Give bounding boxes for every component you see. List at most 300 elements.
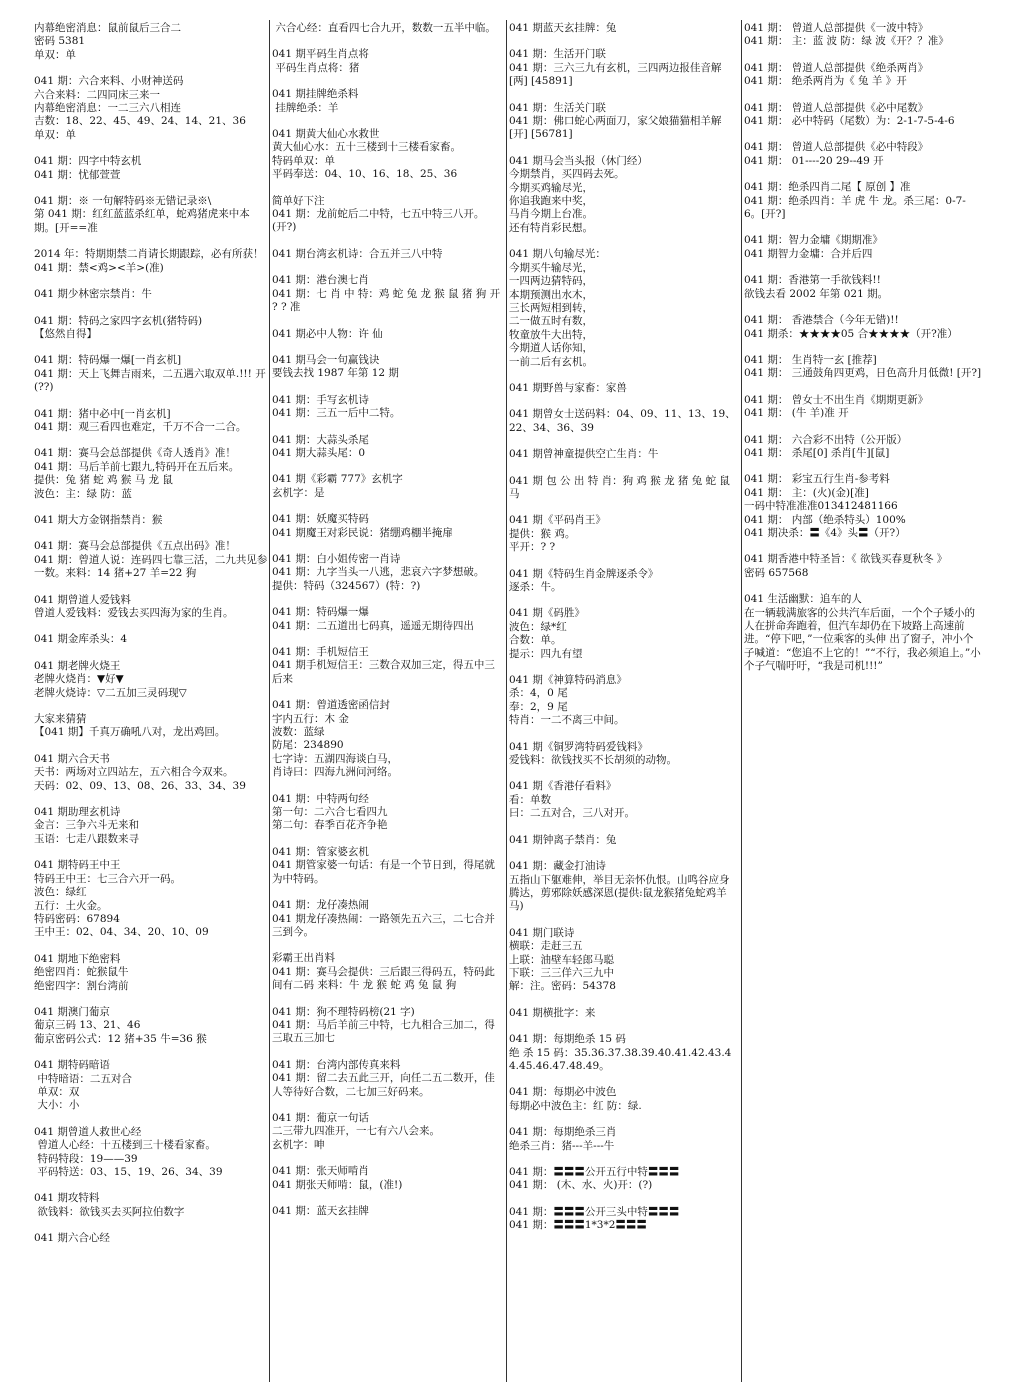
text-block [744,141,982,168]
text-block [744,354,982,381]
text-line: 欲钱去看 2002 年第 021 期。 [744,287,889,300]
text-line: 041 期：每期必中波色 [509,1086,617,1099]
text-block [34,633,268,646]
text-block [34,447,268,501]
text-line: 平码特送：03、15、19、26、34、39 [34,1166,223,1178]
column-divider [741,20,742,1382]
text-line: 041 期： 曾道人总部提供《一波中特》 [744,22,929,34]
text-line: 一码中特准准准013412481166 [744,500,898,513]
text-block [509,1033,739,1073]
text-block [34,1006,268,1046]
text-block [34,195,268,235]
column-divider [506,20,507,1382]
text-line: 041 期： 三通鼓角四更鸡，日色高升月低微! [开?] [744,367,982,380]
text-line: 041 期蓝天玄挂牌：兔 [509,22,617,34]
text-block [509,607,739,661]
text-line: 老牌火烧肖：▼好▼ [34,673,124,686]
text-line: 天书：两场对立四站左，五六相合今双来。 [34,766,234,779]
text-block [34,1126,268,1180]
text-line: 041 期： 必中特码（尾数）为：2-1-7-5-4-6 [744,115,955,128]
text-line: 葡京密码公式：12 猪+35 牛=36 猴 [34,1032,207,1045]
text-line: 041 期攻特料 [34,1192,100,1205]
text-line: 041 期：忧郁萱萱 [34,168,121,181]
text-line: 041 期：智力金墉《期期准》 [744,234,883,247]
text-line: 041 期地下绝密料 [34,952,121,965]
text-line: 【041 期】千真万确吼八对，龙出鸡回。 [34,726,226,739]
text-line: 041 期： 曾道人总部提供《必中尾数》 [744,101,929,114]
text-block [34,408,268,435]
text-block [272,128,504,182]
text-line: 041 期：特码爆一爆[一肖玄机] [34,354,182,367]
text-line: 041 期：马后羊前三中特，七九相合三加二，得三取五三加七 [272,1018,495,1045]
text-block [34,75,268,142]
text-block [272,846,504,886]
text-line: 今期禁肖，买四码去死。 [509,168,625,181]
text-line: 041 期： 内部（绝杀特头）100% [744,513,906,526]
text-line: 041 期： 曾女士不出生肖《期期更新》 [744,393,929,406]
text-line: 吉数：18、22、45、49、24、14、21、36 [34,115,246,128]
text-line: 内幕绝密消息：鼠前鼠后三合二 [34,22,181,34]
text-line: 玄机字：呻 [272,1138,325,1151]
text-line: 挂牌绝杀：羊 [272,101,339,114]
text-line: 041 期： 曾道人总部提供《绝杀两肖》 [744,61,929,74]
text-block [272,88,504,115]
text-line: 大家来猜猜 [34,713,87,726]
text-line: 单双：单 [34,48,76,61]
text-line: 041 期金库杀头：4 [34,633,128,646]
text-line: 宇内五行：木 金 [272,712,349,725]
text-line: 041 期： 主：(火)(金)[准] [744,486,869,499]
text-block [744,394,982,421]
text-line: 041 期：手机短信王 [272,646,369,658]
text-line: 要钱去找 1987 年第 12 期 [272,367,399,380]
column-divider [269,20,270,1382]
text-line: 041 期：赛马会总部提供《奇人透肖》准！ [34,447,236,460]
text-line: 特肖：一二不离三中间。 [509,714,625,727]
text-line: 牧童放牛大出特， [509,328,593,341]
text-line: 041 期：中特两句经 [272,792,369,805]
text-line: 041 期《平码肖王》 [509,514,606,527]
text-line: 041 期：三六三九有玄机，三四两边报佳音解 [两] [45891] [509,61,725,88]
text-line: 内幕绝密消息：一二三六八相连 [34,102,181,115]
text-block [272,1059,504,1099]
text-line: 肖诗曰：四海九洲问河络。 [272,766,398,779]
text-line: 欲钱料：欲钱买去买阿拉伯数字 [34,1205,185,1218]
text-line: 041 期《彩霸 777》玄机字 [272,473,403,486]
text-line: 041 期：特码爆一爆 [272,606,369,619]
text-block [509,741,739,768]
text-line: 下联：三三佯六三九中 [509,966,614,979]
text-block [272,48,504,75]
text-line: 041 期曾道人救世心经 [34,1125,142,1138]
text-block [272,274,504,314]
text-block [272,513,504,540]
text-column-1 [34,22,268,1382]
text-block [509,834,739,847]
text-line: 单双：单 [34,128,76,141]
text-block [272,1165,504,1192]
text-line: 041 期：港台澳七肖 [272,274,369,287]
text-block [744,102,982,129]
text-line: 特码单双：单 [272,154,335,167]
text-block [272,248,504,261]
text-line: 041 期：三五一后中二特。 [272,407,401,420]
text-line: 041 期：手写玄机诗 [272,393,369,406]
text-line: 大小：小 [34,1099,80,1112]
text-block [509,927,739,994]
text-line: 合数：单。 [509,634,562,647]
text-line: 提示：四九有望 [509,647,583,660]
text-block [509,248,739,369]
text-line: 041 期少林密宗禁肖：牛 [34,288,152,301]
text-block [272,434,504,461]
text-block [272,699,504,779]
text-line: 041 期香港中特圣旨：《 欲钱买春夏秋冬 》 [744,553,948,566]
text-line: 041 期平码生肖点将 [272,48,369,61]
text-block [34,22,268,62]
text-line: 曾道人心经：十五楼到三十楼看家畜。 [34,1139,216,1152]
text-line: 041 期：藏金打油诗 [509,860,606,873]
text-block [509,22,739,35]
text-line: 马肖今期上台准。 [509,208,593,221]
text-block [744,434,982,461]
text-line: 041 期： (木、水、火)开：(?) [509,1179,653,1192]
text-line: 2014 年：特期期禁二肖请长期跟踪，必有所获！ [34,248,264,261]
text-line: 今期买鸡输尽光， [509,181,593,194]
text-line: 特码密码：67894 [34,912,120,925]
text-line: 七字诗：五湖四海谈白马， [272,752,398,765]
text-block [34,288,268,301]
text-column-3 [509,22,739,1382]
text-block [509,568,739,595]
text-line: 041 期：龙仔凑热闹 [272,899,369,912]
text-line: 041 期： 六合彩不出特（公开版） [744,433,908,446]
text-line: 041 期钟离子禁肖：兔 [509,833,617,846]
text-line: 六合来料：二四同床三来一 [34,88,160,101]
text-block [509,1126,739,1153]
text-block [34,953,268,993]
text-line: 曾道人爱钱料：爱钱去买四海为家的生肖。 [34,607,234,619]
text-line: 三长两短相到转， [509,301,593,314]
text-line: 041 期：大蒜头杀尾 [272,433,369,446]
text-line: 【悠然自得】 [34,327,97,340]
text-line: 041 期：生活开门联 [509,48,606,61]
text-block [34,354,268,394]
text-line: 041 期：生活关门联 [509,101,606,114]
text-block [34,806,268,846]
text-line: 今期买牛输尽光， [509,261,593,274]
text-line: 041 期八句输尽光： [509,248,606,261]
text-line: 一四两边猜特码， [509,275,593,288]
text-line: 041 期：九字当头一八逃，悲哀六字梦想破。 [272,566,485,579]
text-line: 041 期：白小姐传密一肖诗 [272,552,401,565]
text-line: 041 期：张天师啃肖 [272,1165,369,1178]
text-block [509,408,739,435]
text-block [744,62,982,89]
text-line: 041 期：六合来料、小财神送码 [34,75,184,88]
text-block [509,514,739,554]
text-line: 绝密四肖：蛇猴鼠牛 [34,966,129,979]
text-line: 041 期：香港第一手欲钱料!! [744,274,881,287]
text-line: 041 期：龙前蛇后二中特，七五中特三八开。(开?) [272,208,485,234]
text-line: 041 期：绝杀四肖：羊 虎 牛 龙。杀三尾：0-7-6。[开?] [744,194,966,221]
text-line: 041 期门联诗 [509,926,575,939]
text-line: 特码特段：19——39 [34,1152,138,1165]
text-block [509,674,739,728]
text-line: 提供：兔 猪 蛇 鸡 猴 马 龙 鼠 [34,474,173,487]
text-line: 简单好下注 [272,194,325,207]
text-line: 波数：蓝绿 [272,726,325,739]
text-block [744,314,982,341]
text-block [272,394,504,421]
text-line: 041 期野兽与家畜：家兽 [509,381,627,394]
text-line: 本期预测出水木， [509,288,593,301]
text-block [34,753,268,793]
text-block [34,514,268,527]
text-line: 二三带九四准开，一七有六八会来。 [272,1125,440,1138]
text-block [272,793,504,833]
text-line: 041 期必中人物：许 仙 [272,327,383,340]
text-line: 绝杀三肖：猪---羊---牛 [509,1139,615,1152]
text-block [509,382,739,395]
text-line: 041 期曾道人爱钱料 [34,593,131,606]
text-line: 曰：二五对合，三八对开。 [509,807,635,820]
text-line: 今期道人话你知， [509,342,593,355]
text-block [272,952,504,992]
text-block [509,48,739,88]
text-line: 葡京三码 13、21、46 [34,1019,141,1032]
text-line: 金言：三争六斗无来和 [34,819,139,832]
text-block [34,1059,268,1113]
text-block [509,1206,739,1233]
text-line: 绝 杀 15 码：35.36.37.38.39.40.41.42.43.44.45.46.47.48.49。 [509,1046,732,1072]
text-block [272,328,504,341]
text-line: 041 期： 杀尾[0] 杀肖[牛][鼠] [744,446,890,459]
text-line: 波色：绿红 [34,886,87,899]
text-line: 041 期澳门葡京 [34,1005,110,1018]
text-block [272,1112,504,1152]
text-line: 041 期： 01----20 29--49 开 [744,154,884,167]
text-line: 逐杀：牛。 [509,581,562,593]
text-block [34,713,268,740]
text-line: 平码生肖点将：猪 [272,61,360,74]
text-block [744,274,982,301]
text-line: 在一辆载满旅客的公共汽车后面，一个个子矮小的人在拼命奔跑着，但汽车却仍在下坡路上高速前进。“停下吧，”一位乘客的头伸 出了窗子，冲小个子喊道：“您追不上它的！”“不行，我必须追上。”小个子气喘吁吁，“我是司机!!!” [744,606,981,673]
text-line: 防尾：234890 [272,739,344,752]
text-line: 041 期魔王对彩民说：猪绷鸡棚半掩扉 [272,526,453,539]
text-block [744,473,982,540]
text-line: 看：单数 [509,793,551,806]
text-block [34,540,268,580]
text-line: 平开：? ? [509,541,556,554]
text-line: 041 期马会一句赢钱诀 [272,353,380,366]
text-column-4 [744,22,982,1382]
text-line: 老牌火烧诗：▽二五加三灵码现▽ [34,686,187,699]
text-block [509,1007,739,1020]
text-line: 波色：主：绿 防：蓝 [34,487,132,500]
text-line: 041 期：佛口蛇心两面刀，家父娘猫猫相羊解 [开] [56781] [509,115,725,141]
text-block [34,155,268,182]
text-line: 041 期：狗不理特码榜(21 字) [272,1005,415,1018]
text-line: 041 期龙仔凑热闹：一路领先五六三，二七合并三到今。 [272,912,495,938]
text-block [509,102,739,142]
text-line: 041 期决杀：〓《4》头〓（开?） [744,526,906,539]
text-line: 密码 657568 [744,566,809,579]
text-line: 041 期大蒜头尾：0 [272,446,366,459]
text-line: 041 期黄大仙心水救世 [272,128,380,141]
text-line: 041 期：禁<鸡><羊>(准) [34,261,164,274]
text-line: 041 期：马后羊前七跟九,特码开在五后来。 [34,460,240,473]
text-line: 一前二后有玄机。 [509,355,593,368]
text-block [272,606,504,633]
text-line: 041 期杀：★★★★05 合★★★★（开?准） [744,327,958,340]
text-line: 玄机字：是 [272,486,325,499]
text-line: 041 期： (牛 羊)准 开 [744,407,849,420]
text-line: 每期必中波色主：红 防：绿. [509,1099,642,1112]
text-block [272,22,504,35]
text-line: 041 期：※ 一句解特码※无错记录※\ [34,195,212,208]
text-block [34,660,268,700]
text-line: 041 期：七 肖 中 特：鸡 蛇 兔 龙 猴 鼠 猪 狗 开 ? ? 准 [272,287,504,314]
text-line: 041 期：妖魔买特码 [272,513,369,526]
text-block [509,780,739,820]
text-line: 黄大仙心水：五十三楼到十三楼看家畜。 [272,141,461,154]
text-line: 奉：2，9 尾 [509,700,568,713]
text-line: 041 期：每期绝杀 15 码 [509,1033,626,1046]
text-line: 041 期《香港仔看料》 [509,780,617,793]
text-block [509,1166,739,1193]
text-line: 绝密四字：割台湾前 [34,979,129,992]
text-block [272,646,504,686]
text-line: 041 期：〓〓〓公开三头中特〓〓〓 [509,1205,680,1218]
text-line: 提供：特码（324567）(特：?) [272,579,421,592]
text-line: 还有特肖彩民想。 [509,221,593,234]
text-line: 041 期马会当头报（休门经） [509,154,648,167]
text-line: 五指山下躯难伸，举目无亲怀仇恨。山鸣谷应身腾达，剪邪除妖感深恩(提供:鼠龙猴猪兔蛇鸡羊马) [509,873,730,913]
text-line: 041 期管家婆一句话：有是一个节日到，得尾就为中特码。 [272,859,495,885]
text-line: 041 期特码暗语 [34,1059,110,1072]
text-block [34,859,268,939]
text-block [272,1006,504,1046]
text-line: 波色：绿*红 [509,620,567,633]
text-line: 041 期助理玄机诗 [34,806,121,819]
text-line: 中特暗语：二五对合 [34,1072,132,1085]
text-block [509,475,739,502]
text-block [744,22,982,49]
text-line: 041 期《码胜》 [509,607,585,620]
text-line: 041 期：二五道出七码真，遥遥无期待四出 [272,619,474,632]
text-line: 041 期六合天书 [34,752,110,765]
text-line: 041 期： 绝杀两肖为《 兔 羊 》开 [744,75,907,88]
text-line: 041 期：绝杀四肖二尾【 原创 】准 [744,181,911,194]
text-line: 二一做五时有数， [509,315,593,328]
text-line: 041 生活幽默：追车的人 [744,593,862,606]
text-block [34,315,268,342]
text-line: 041 期特码王中王 [34,859,121,872]
text-block [744,181,982,221]
text-line: 041 期曾神童提供空亡生肖：牛 [509,448,659,461]
text-line: 041 期：曾道人说：连码四七靠三活，二九共见参一数。来料：14 猪+27 羊=22 狗 [34,553,268,580]
text-line: 041 期：葡京一句话 [272,1111,369,1124]
text-line: 天码：02、09、13、08、26、33、34、39 [34,779,246,792]
text-line: 041 期《特码生肖金牌逐杀令》 [509,567,659,580]
text-line: 横联：走赶三五 [509,940,583,953]
text-line: 041 期：观三看四也难定，千万不合一二合。 [34,420,247,433]
text-line: 041 期：每期绝杀三肖 [509,1126,617,1139]
text-block [272,553,504,593]
text-line: 爱钱料：欲钱找买不长胡须的动物。 [509,754,677,767]
text-line: 041 期： 曾道人总部提供《必中特段》 [744,141,929,154]
text-line: 041 期横批字：来 [509,1006,596,1019]
text-line: 王中王：02、04、34、20、10、09 [34,926,209,939]
text-line: 杀：4，0 尾 [509,687,568,700]
text-line: 041 期《铜罗湾特码爱钱料》 [509,740,648,753]
text-line: 041 期大方金钢指禁肖：猴 [34,513,163,526]
text-line: 第 041 期：红红蓝蓝杀红单，蛇鸡猪虎来中本期。[开==准 [34,208,250,234]
text-block [272,1205,504,1218]
text-line: 041 期： 主：蓝 波 防：绿 波《开？？准》 [744,35,949,48]
text-column-2 [272,22,504,1382]
text-line: 五行：土火金。 [34,899,108,912]
text-line: 041 期智力金墉：合并后四 [744,247,873,260]
text-line: 六合心经：直看四七合九开，数数一五半中临。 [272,22,496,34]
text-line: 041 期曾女士送码料：04、09、11、13、19、22、34、36、39 [509,408,736,434]
text-line: 第一句：二六合七看四九 [272,806,388,819]
text-block [509,860,739,914]
text-block [509,448,739,461]
text-block [744,553,982,580]
text-line: 041 期： 彩宝五行生肖-参考料 [744,473,890,486]
text-line: 平码奉送：04、10、16、18、25、36 [272,168,458,181]
text-block [744,593,982,673]
text-line: 041 期：天上飞舞吉雨来，二五遇六取双单.!!! 开 (??) [34,367,270,394]
text-line: 041 期张天师啃：鼠，(准!) [272,1178,403,1191]
text-line: 041 期六合心经 [34,1232,110,1245]
text-line: 上联：油壁车轻郎马聪 [509,953,614,966]
text-line: 041 期：留二去五此三开，向任二五二数开，佳人等待好合数，二七加三好码来。 [272,1072,495,1098]
text-block [509,155,739,235]
text-line: 041 期：赛马会总部提供《五点出码》准！ [34,540,236,553]
text-line: 041 期：曾道透密函信封 [272,699,390,712]
text-line: 041 期 包 公 出 特 肖：狗 鸡 猴 龙 猪 兔 蛇 鼠 马 [509,474,734,500]
text-line: 玉语：七走八跟数来寻 [34,832,139,845]
text-line: 彩霸王出肖料 [272,952,335,965]
text-block [272,354,504,381]
text-line: 041 期：猪中必中[一肖玄机] [34,407,171,420]
text-line: 041 期：特码之家四字玄机(猪特码) [34,314,203,327]
text-line: 提供：猴 鸡。 [509,527,576,540]
text-line: 041 期：〓〓〓公开五行中特〓〓〓 [509,1166,680,1178]
text-line: 041 期挂牌绝杀料 [272,88,359,101]
text-line: 特码王中王：七三合六开一码。 [34,872,181,885]
text-block [34,248,268,275]
text-line: 单双：双 [34,1085,80,1098]
text-line: 041 期： 生肖特一玄 [推荐] [744,353,877,366]
text-line: 密码 5381 [34,35,86,48]
text-line: 041 期台湾玄机诗：合五并三八中特 [272,247,443,260]
text-line: 041 期：管家婆玄机 [272,845,369,858]
text-block [744,234,982,261]
text-line: 041 期：四字中特玄机 [34,155,142,168]
text-block [272,473,504,500]
text-line: 041 期：〓〓〓1*3*2〓〓〓 [509,1219,647,1232]
text-line: 041 期：台湾内部传真来料 [272,1058,401,1071]
text-block [509,1086,739,1113]
text-line: 041 期老牌火烧王 [34,659,121,672]
text-line: 041 期：蓝天玄挂牌 [272,1205,369,1217]
text-line: 第二句：春季百花齐争艳 [272,819,388,832]
text-block [272,899,504,939]
